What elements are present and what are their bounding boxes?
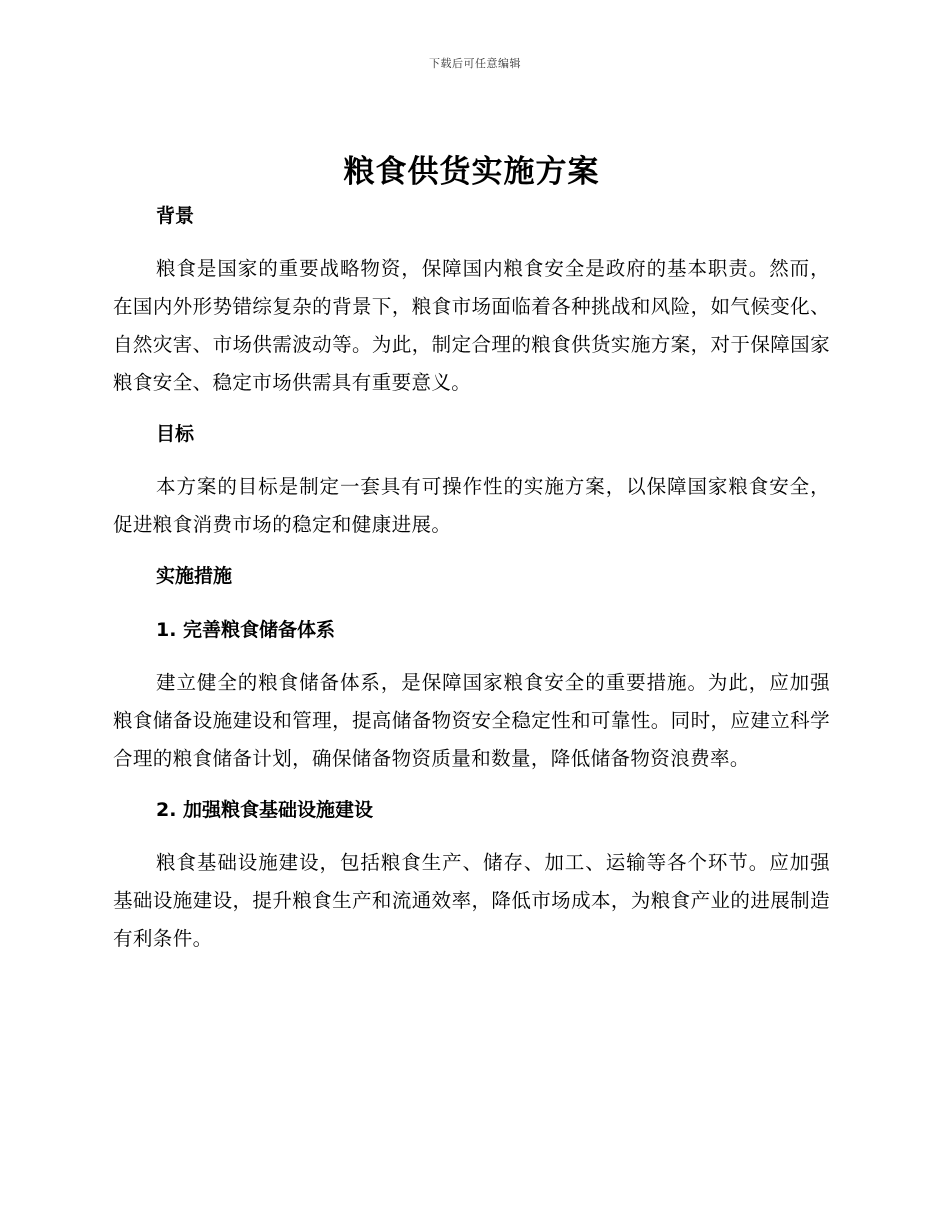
subsection-heading-reserve-system: 1. 完善粮食储备体系 <box>156 619 336 641</box>
document-body <box>113 150 830 958</box>
header-note: 下载后可任意编辑 <box>429 57 521 70</box>
section-heading-measures: 实施措施 <box>156 565 233 587</box>
paragraph-goal: 本方案的目标是制定一套具有可操作性的实施方案，以保障国家粮食安全，促进粮食消费市场的稳定和健康进展。 <box>113 475 830 536</box>
section-heading-goal: 目标 <box>156 423 195 445</box>
paragraph-infrastructure: 粮食基础设施建设，包括粮食生产、储存、加工、运输等各个环节。应加强基础设施建设，提升粮食生产和流通效率，降低市场成本，为粮食产业的进展制造有利条件。 <box>113 851 830 950</box>
subsection-heading-infrastructure: 2. 加强粮食基础设施建设 <box>156 799 374 821</box>
paragraph-background: 粮食是国家的重要战略物资，保障国内粮食安全是政府的基本职责。然而，在国内外形势错综复杂的背景下，粮食市场面临着各种挑战和风险，如气候变化、自然灾害、市场供需波动等。为此，制定合理的粮食供货实施方案，对于保障国家粮食安全、稳定市场供需具有重要意义。 <box>113 257 830 394</box>
paragraph-reserve-system: 建立健全的粮食储备体系，是保障国家粮食安全的重要措施。为此，应加强粮食储备设施建设和管理，提高储备物资安全稳定性和可靠性。同时，应建立科学合理的粮食储备计划，确保储备物资质量和数量，降低储备物资浪费率。 <box>113 671 830 770</box>
section-heading-background: 背景 <box>156 205 195 227</box>
document-title: 粮食供货实施方案 <box>343 154 600 190</box>
